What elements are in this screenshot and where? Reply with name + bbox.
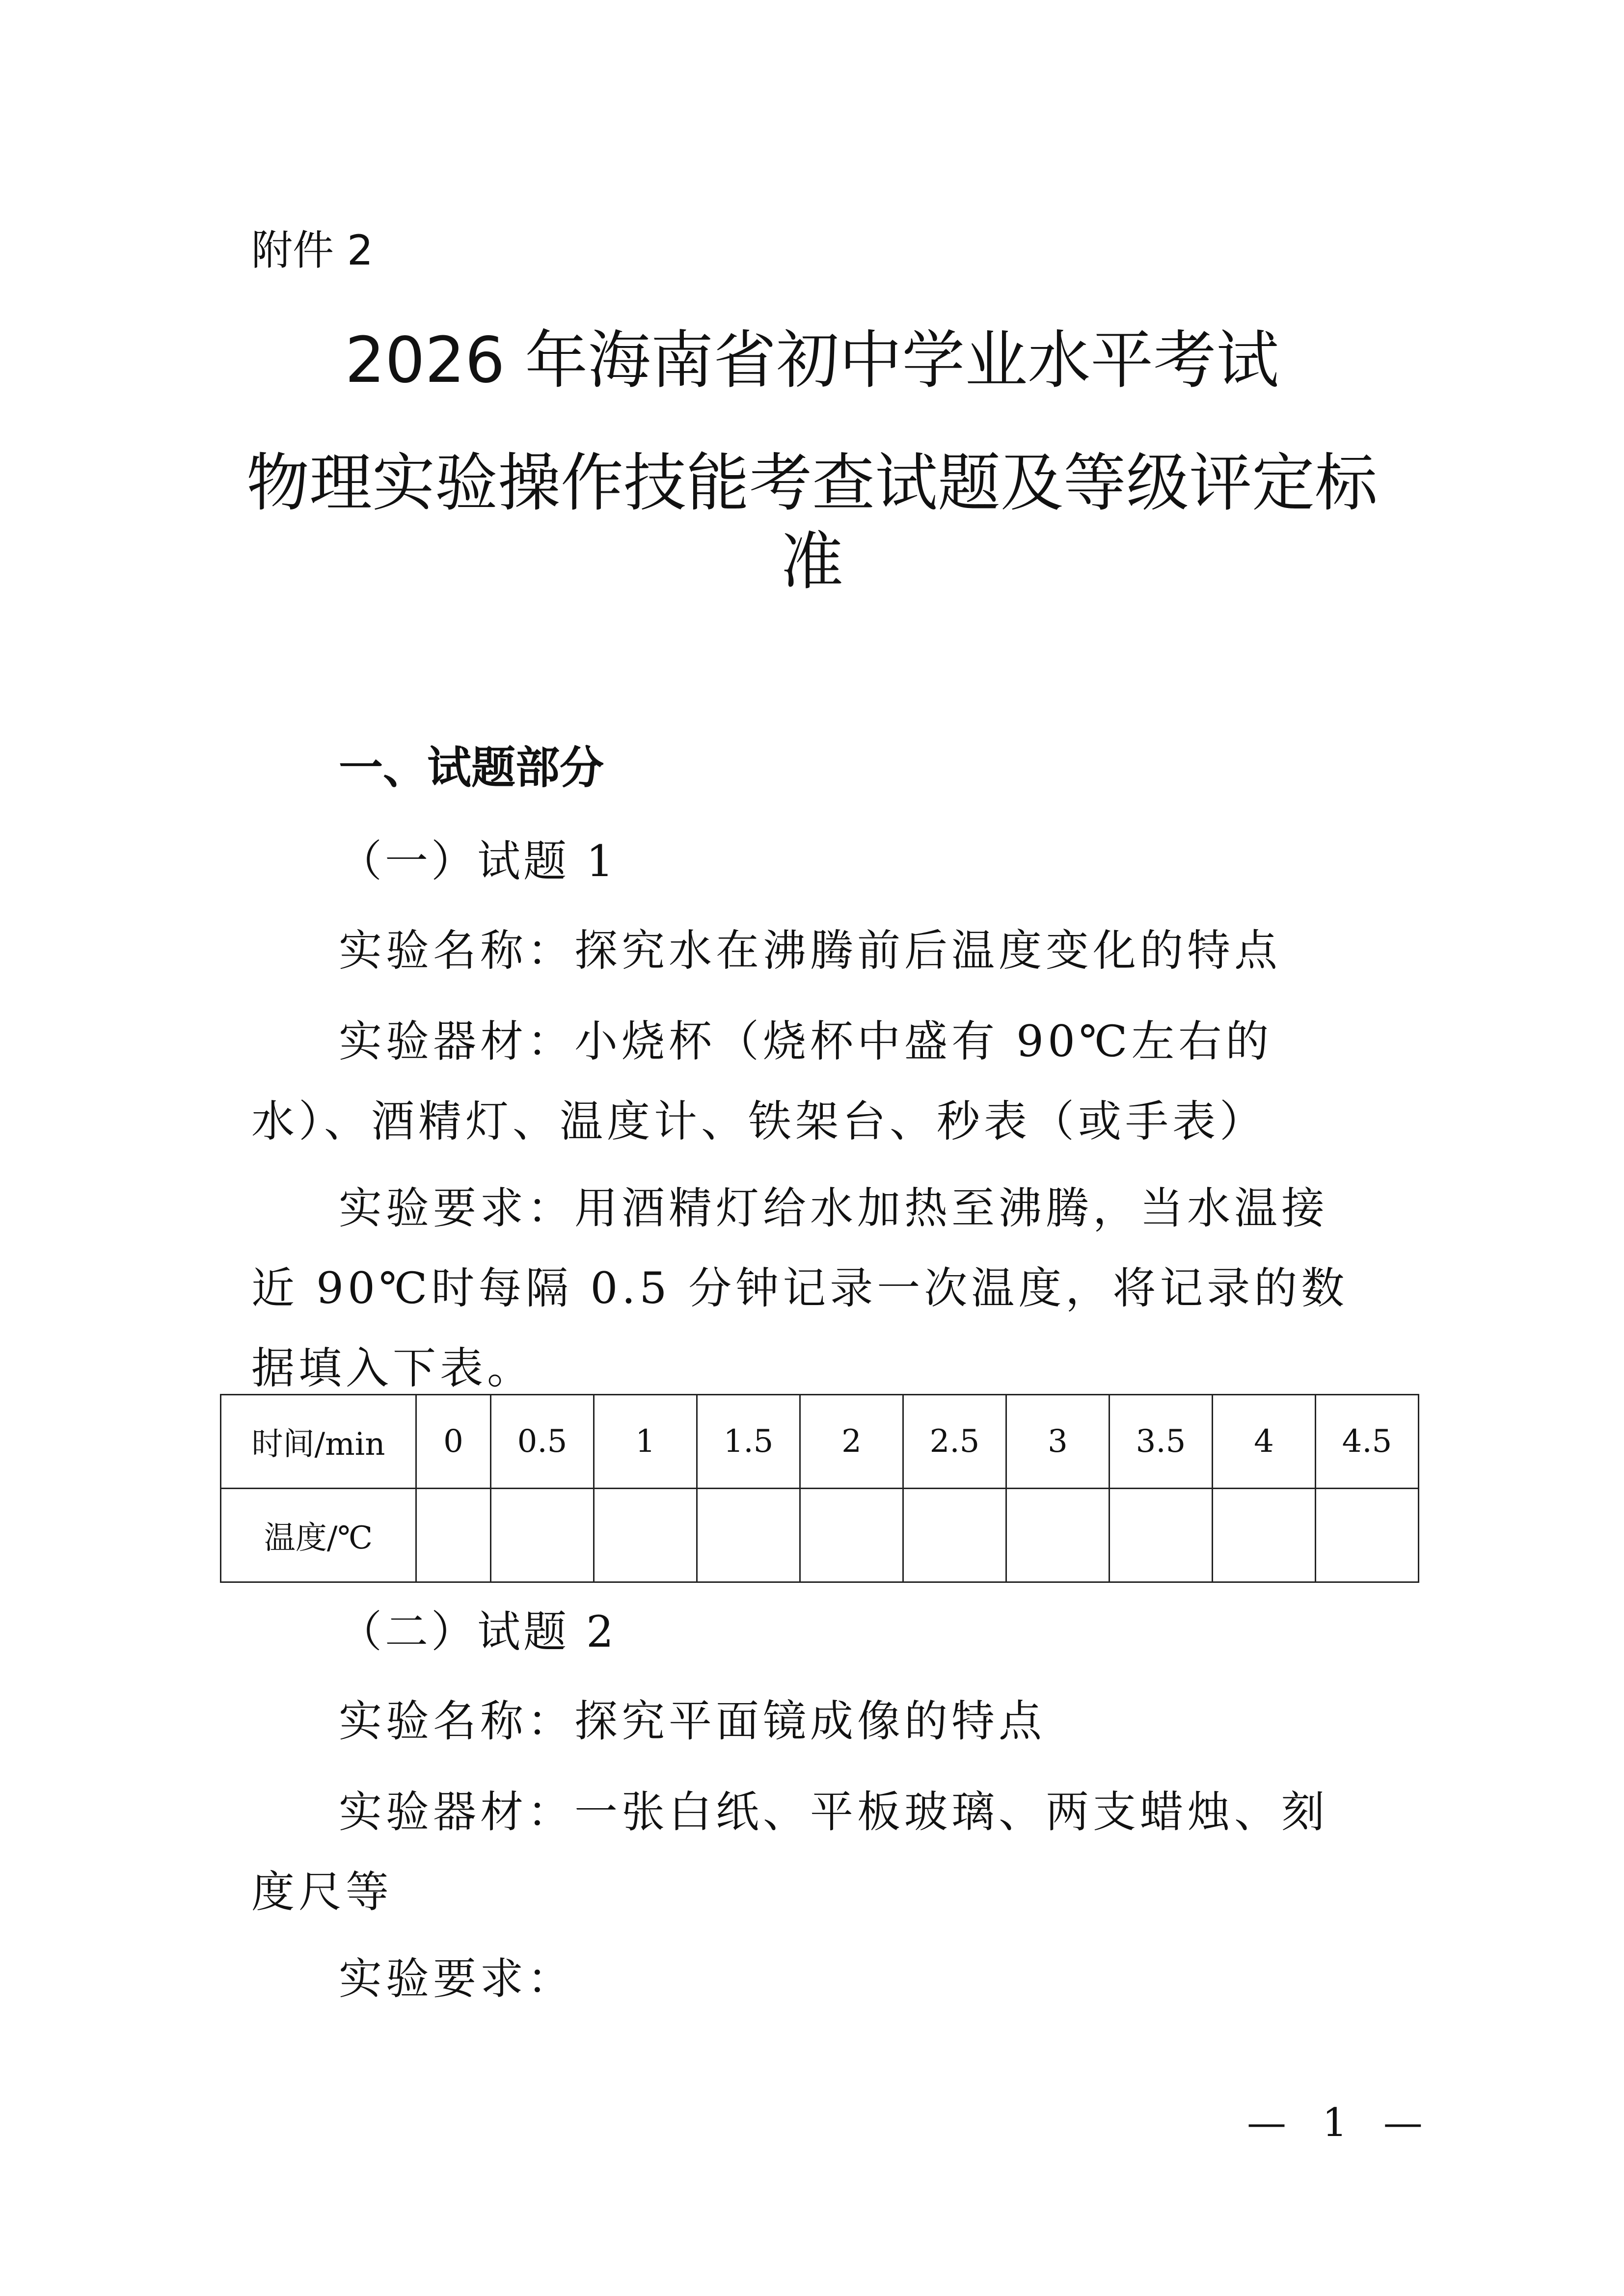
temperature-row (221, 1489, 1419, 1582)
question-1-equipment: 实验器材：小烧杯（烧杯中盛有 90℃左右的水）、酒精灯、温度计、铁架台、秒表（或手表） (251, 1016, 1273, 1147)
temperature-cell (800, 1489, 903, 1582)
page-number: — 1 — (1247, 2100, 1435, 2145)
attachment-label: 附件 2 (251, 226, 374, 274)
time-cell: 3 (1006, 1395, 1110, 1489)
temperature-cell (594, 1489, 697, 1582)
section-heading: 一、试题部分 (339, 742, 604, 794)
question-2-experiment-name: 实验名称：探究平面镜成像的特点 (339, 1696, 1046, 1746)
question-2-heading: （二）试题 2 (339, 1606, 617, 1657)
temperature-cell (1213, 1489, 1316, 1582)
time-cell: 4.5 (1316, 1395, 1419, 1489)
time-cell: 3.5 (1110, 1395, 1213, 1489)
document-title-line-2: 物理实验操作技能考查试题及等级评定标 (246, 447, 1378, 520)
time-cell: 1 (594, 1395, 697, 1489)
temperature-row-label: 温度/℃ (221, 1489, 416, 1582)
time-cell: 0.5 (491, 1395, 594, 1489)
time-row (221, 1395, 1419, 1489)
temperature-cell (1110, 1489, 1213, 1582)
temperature-cell (1316, 1489, 1419, 1582)
time-cell: 2 (800, 1395, 903, 1489)
temperature-cell (903, 1489, 1006, 1582)
document-title-line-1: 2026 年海南省初中学业水平考试 (345, 324, 1279, 397)
temperature-record-table (220, 1394, 1419, 1583)
time-row-label: 时间/min (221, 1395, 416, 1489)
temperature-cell (697, 1489, 800, 1582)
time-cell: 1.5 (697, 1395, 800, 1489)
question-2-requirement: 实验要求： (339, 1953, 575, 2004)
temperature-cell (1006, 1489, 1110, 1582)
document-title-line-3: 准 (780, 525, 843, 598)
temperature-cell (416, 1489, 491, 1582)
question-1-requirement: 实验要求：用酒精灯给水加热至沸腾，当水温接近 90℃时每隔 0.5 分钟记录一次温度，将记录的数据填入下表。 (251, 1183, 1349, 1393)
question-1-heading: （一）试题 1 (339, 836, 617, 886)
time-cell: 0 (416, 1395, 491, 1489)
question-2-equipment: 实验器材：一张白纸、平板玻璃、两支蜡烛、刻度尺等 (251, 1787, 1329, 1917)
question-1-experiment-name: 实验名称：探究水在沸腾前后温度变化的特点 (339, 925, 1282, 976)
temperature-cell (491, 1489, 594, 1582)
time-cell: 2.5 (903, 1395, 1006, 1489)
time-cell: 4 (1213, 1395, 1316, 1489)
